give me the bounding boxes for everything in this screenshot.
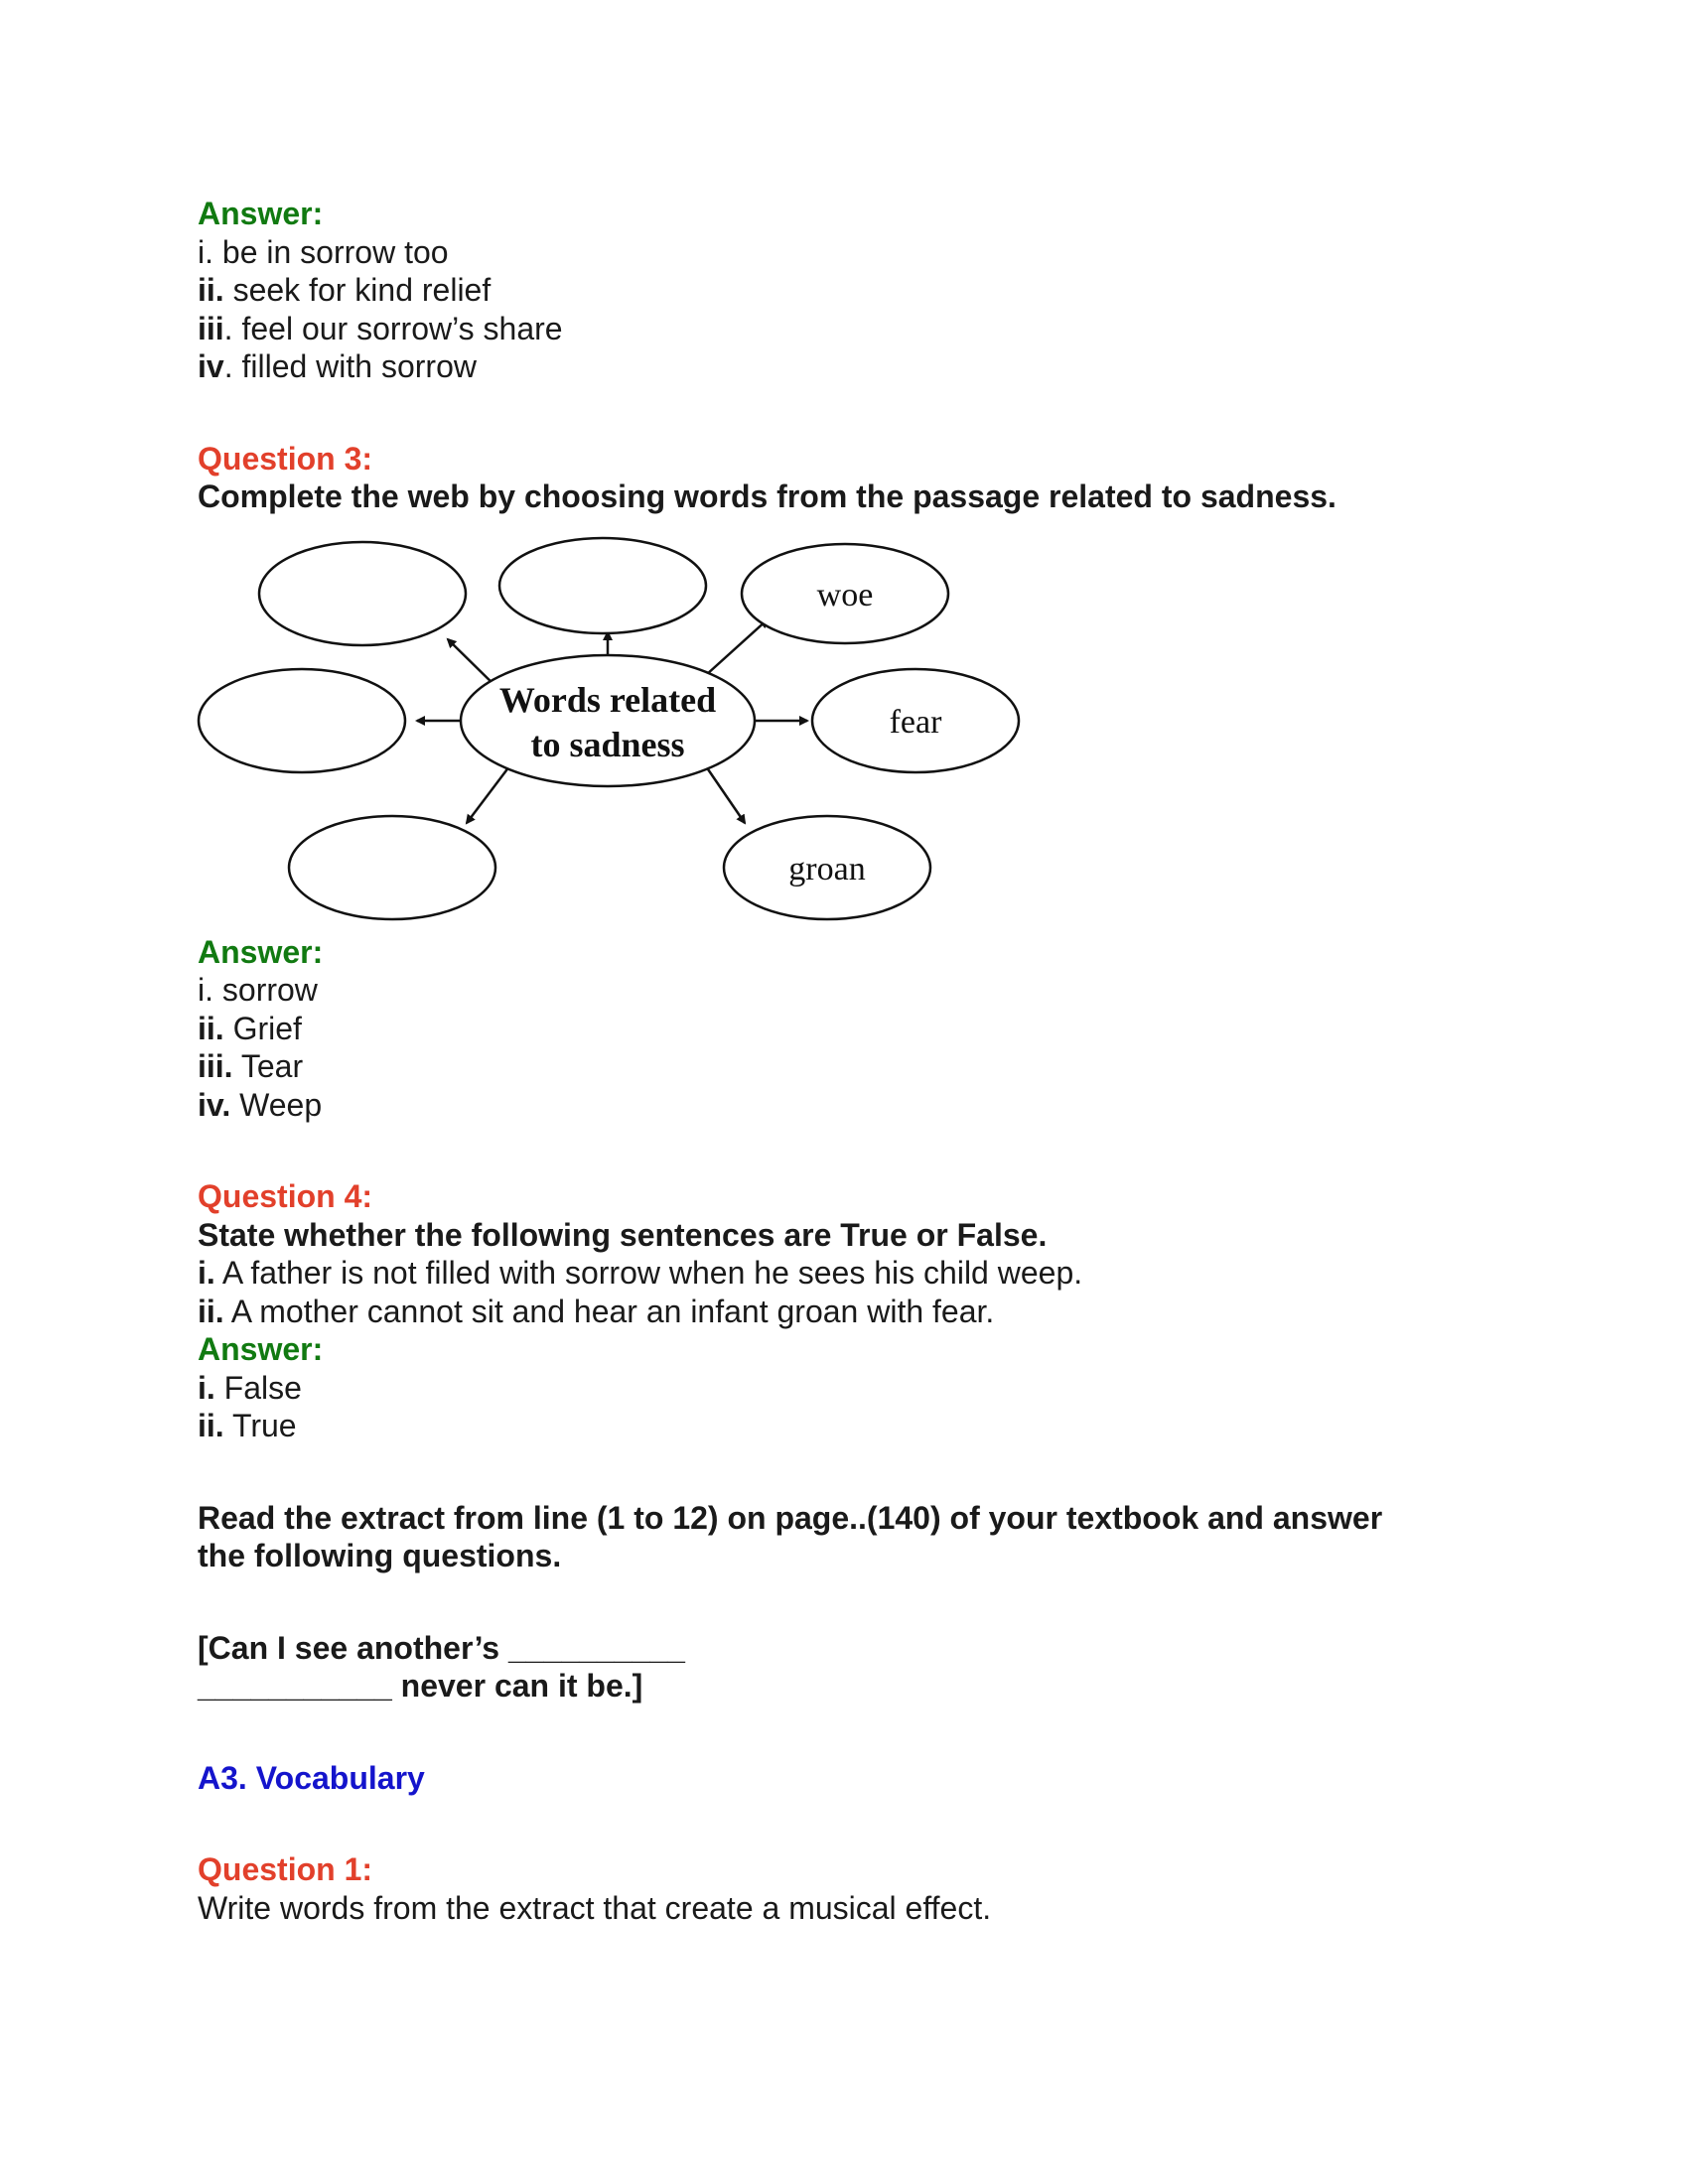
question-heading: Question 1: [198, 1851, 373, 1887]
item-marker: ii. [198, 1293, 224, 1329]
item-marker: ii. [198, 1408, 224, 1443]
web-center-label-line1: Words related [498, 679, 717, 720]
extract-quote: ___________ never can it be.] [198, 1668, 643, 1704]
item-text: False [214, 1369, 302, 1406]
item-text: A mother cannot sit and hear an infant groan with fear. [223, 1293, 995, 1329]
question-prompt: Write words from the extract that create a musical effect. [198, 1889, 992, 1926]
extract-quote: [Can I see another’s __________ [198, 1629, 685, 1666]
item-text: be in sorrow too [213, 233, 449, 270]
item-text: Weep [230, 1086, 323, 1123]
answer-item [198, 233, 1488, 272]
item-marker: ii. [198, 272, 224, 308]
item-marker: i. [198, 233, 213, 270]
item-text: . filled with sorrow [223, 348, 477, 384]
document-page [198, 195, 1488, 1927]
item-marker: ii. [198, 1010, 224, 1046]
section-title: A3. Vocabulary [198, 1759, 425, 1796]
question-heading: Question 4: [198, 1178, 373, 1214]
answer-item [198, 1369, 1488, 1408]
item-text: True [223, 1408, 297, 1443]
question-prompt: Complete the web by choosing words from the passage related to sadness. [198, 478, 1336, 514]
answer-item [198, 971, 1488, 1010]
item-text: . feel our sorrow’s share [223, 310, 563, 346]
web-center-node [461, 655, 755, 786]
item-marker: iii [198, 310, 224, 346]
web-node-left[interactable] [199, 669, 405, 772]
answer-heading: Answer: [198, 933, 324, 970]
web-node-top[interactable] [499, 538, 706, 633]
answer-item [198, 1407, 1488, 1445]
answer-item [198, 1047, 1488, 1086]
item-marker: i. [198, 1369, 215, 1406]
item-marker: iv [198, 348, 224, 384]
item-text: sorrow [213, 972, 318, 1008]
item-text: seek for kind relief [223, 272, 492, 308]
item-marker: i. [198, 1255, 215, 1291]
item-marker: iii. [198, 1048, 233, 1084]
statement-item [198, 1293, 1488, 1331]
question-prompt: State whether the following sentences are True or False. [198, 1216, 1048, 1253]
web-node-top-left[interactable] [259, 542, 466, 645]
statement-item [198, 1254, 1488, 1293]
extract-instruction: Read the extract from line (1 to 12) on page..(140) of your textbook and answer [198, 1499, 1383, 1536]
answer-heading: Answer: [198, 1331, 324, 1367]
extract-instruction: the following questions. [198, 1538, 562, 1573]
web-node-label-fear: fear [889, 703, 942, 741]
web-center-label-line2: to sadness [530, 724, 685, 764]
answer-item [198, 1010, 1488, 1048]
word-web-diagram [194, 518, 1028, 925]
item-text: A father is not filled with sorrow when he sees his child weep. [214, 1255, 1083, 1291]
answer-item [198, 310, 1488, 348]
answer-item [198, 271, 1488, 310]
answer-heading: Answer: [198, 196, 324, 231]
item-text: Grief [223, 1010, 302, 1046]
web-node-label-woe: woe [816, 576, 874, 614]
web-node-bottom-left[interactable] [289, 816, 495, 919]
answer-item [198, 347, 1488, 386]
answer-item [198, 1086, 1488, 1125]
item-text: Tear [232, 1048, 304, 1084]
item-marker: iv. [198, 1086, 231, 1123]
web-node-label-groan: groan [788, 850, 866, 887]
question-heading: Question 3: [198, 440, 373, 477]
item-marker: i. [198, 972, 213, 1008]
